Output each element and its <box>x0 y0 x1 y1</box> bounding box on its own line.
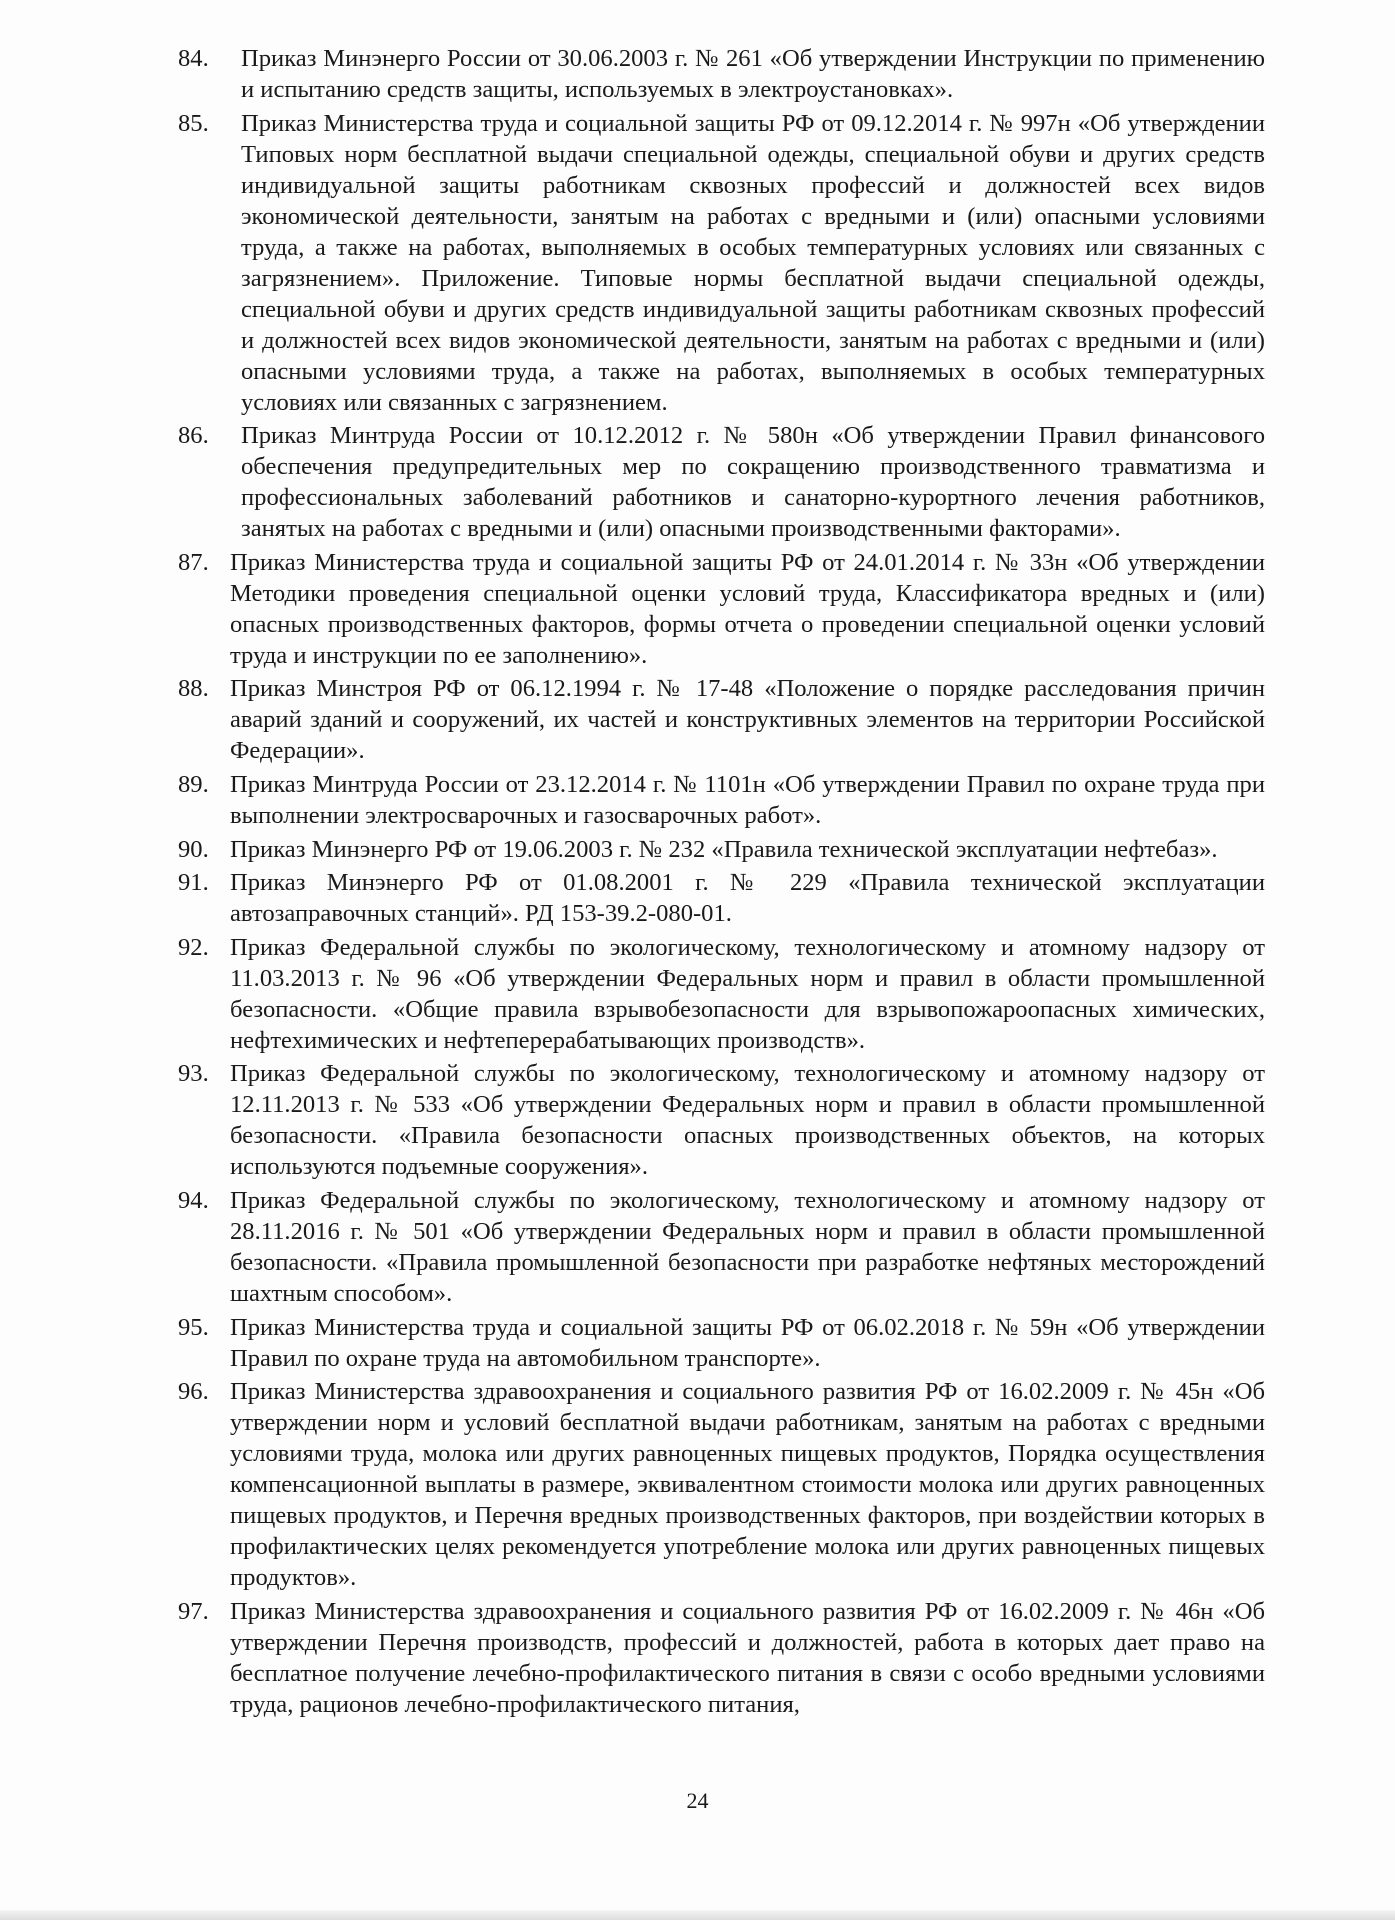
item-text: Приказ Министерства труда и социальной защиты РФ от 06.02.2018 г. № 59н «Об утверждении Правил по охране труда на автомобильном транспорте». <box>230 1313 1265 1372</box>
list-item <box>178 1376 1265 1593</box>
item-text: Приказ Министерства здравоохранения и социального развития РФ от 16.02.2009 г. № 45н «Об утверждении норм и условий бесплатной выдачи работникам, занятым на работах с вредными условиями труда, молока или других равноценных пищевых продуктов, Порядка осуществления компенсационной выплаты в размере, эквивалентном стоимости молока или других равноценных пищевых продуктов, и Перечня вредных производственных факторов, при воздействии которых в профилактических целях рекомендуется употребление молока или других равноценных пищевых продуктов». <box>230 1378 1265 1592</box>
list-item <box>178 867 1265 929</box>
item-number: 92. <box>178 933 209 961</box>
item-text: Приказ Федеральной службы по экологическому, технологическому и атомному надзору от 12.11.2013 г. № 533 «Об утверждении Федеральных норм и правил в области промышленной безопасности. «Правила безопасности опасных производственных объектов, на которых используются подъемные сооружения». <box>230 1060 1265 1181</box>
item-number: 97. <box>178 1597 209 1625</box>
list-item <box>178 673 1265 766</box>
item-number: 91. <box>178 869 209 897</box>
item-number: 87. <box>178 548 209 576</box>
item-text: Приказ Министерства труда и социальной защиты РФ от 24.01.2014 г. № 33н «Об утверждении Методики проведения специальной оценки условий труда, Классификатора вредных и (или) опасных производственных факторов, формы отчета о проведении специальной оценки условий труда и инструкции по ее заполнению». <box>230 548 1265 669</box>
list-item <box>178 1312 1265 1374</box>
list-item <box>178 420 1265 544</box>
item-number: 88. <box>178 675 209 703</box>
page-number: 24 <box>686 1788 709 1813</box>
list-item <box>178 1058 1265 1182</box>
item-number: 93. <box>178 1060 209 1088</box>
list-item <box>178 769 1265 831</box>
item-text: Приказ Минтруда России от 10.12.2012 г. № 580н «Об утверждении Правил финансового обеспечения предупредительных мер по сокращению производственного травматизма и профессиональных заболеваний работников и санаторно-курортного лечения работников, занятых на работах с вредными и (или) опасными производственными факторами». <box>241 422 1265 543</box>
item-text: Приказ Минэнерго РФ от 01.08.2001 г. № 229 «Правила технической эксплуатации автозаправочных станций». РД 153-39.2-080-01. <box>230 869 1265 928</box>
item-number: 94. <box>178 1186 209 1214</box>
item-text: Приказ Федеральной службы по экологическому, технологическому и атомному надзору от 28.11.2016 г. № 501 «Об утверждении Федеральных норм и правил в области промышленной безопасности. «Правила промышленной безопасности при разработке нефтяных месторождений шахтным способом». <box>230 1186 1265 1307</box>
item-number: 90. <box>178 835 209 863</box>
item-number: 86. <box>178 422 209 450</box>
list-item <box>178 1596 1265 1720</box>
list-item <box>178 108 1265 418</box>
item-text: Приказ Минэнерго РФ от 19.06.2003 г. № 232 «Правила технической эксплуатации нефтебаз». <box>230 835 1218 863</box>
list-item <box>178 43 1265 105</box>
item-number: 85. <box>178 109 209 137</box>
list-item <box>178 1185 1265 1309</box>
item-number: 95. <box>178 1313 209 1341</box>
item-text: Приказ Федеральной службы по экологическому, технологическому и атомному надзору от 11.03.2013 г. № 96 «Об утверждении Федеральных норм и правил в области промышленной безопасности. «Общие правила взрывобезопасности для взрывопожароопасных химических, нефтехимических и нефтеперерабатывающих производств». <box>230 933 1265 1054</box>
list-item <box>178 834 1265 865</box>
list-item <box>178 547 1265 671</box>
list-item <box>178 932 1265 1056</box>
item-text: Приказ Минэнерго России от 30.06.2003 г. № 261 «Об утверждении Инструкции по применению и испытанию средств защиты, используемых в электроустановках». <box>241 45 1265 103</box>
regulation-list <box>178 43 1265 1722</box>
scan-bottom-edge <box>0 1910 1395 1920</box>
item-number: 84. <box>178 45 209 72</box>
item-text: Приказ Минстроя РФ от 06.12.1994 г. № 17-48 «Положение о порядке расследования причин аварий зданий и сооружений, их частей и конструктивных элементов на территории Российской Федерации». <box>230 675 1265 765</box>
item-text: Приказ Министерства труда и социальной защиты РФ от 09.12.2014 г. № 997н «Об утверждении Типовых норм бесплатной выдачи специальной одежды, специальной обуви и других средств индивидуальной защиты работникам сквозных профессий и должностей всех видов экономической деятельности, занятым на работах с вредными и (или) опасными условиями труда, а также на работах, выполняемых в особых температурных условиях или связанных с загрязнением». Приложение. Типовые нормы бесплатной выдачи специальной одежды, специальной обуви и других средств индивидуальной защиты работникам сквозных профессий и должностей всех видов экономической деятельности, занятым на работах с вредными и (или) опасными условиями труда, а также на работах, выполняемых в особых температурных условиях или связанных с загрязнением. <box>241 109 1265 416</box>
item-text: Приказ Минтруда России от 23.12.2014 г. № 1101н «Об утверждении Правил по охране труда при выполнении электросварочных и газосварочных работ». <box>230 770 1265 829</box>
item-number: 96. <box>178 1378 209 1406</box>
item-number: 89. <box>178 770 209 798</box>
item-text: Приказ Министерства здравоохранения и социального развития РФ от 16.02.2009 г. № 46н «Об утверждении Перечня производств, профессий и должностей, работа в которых дает право на бесплатное получение лечебно-профилактического питания в связи с особо вредными условиями труда, рационов лечебно-профилактического питания, <box>230 1597 1265 1718</box>
